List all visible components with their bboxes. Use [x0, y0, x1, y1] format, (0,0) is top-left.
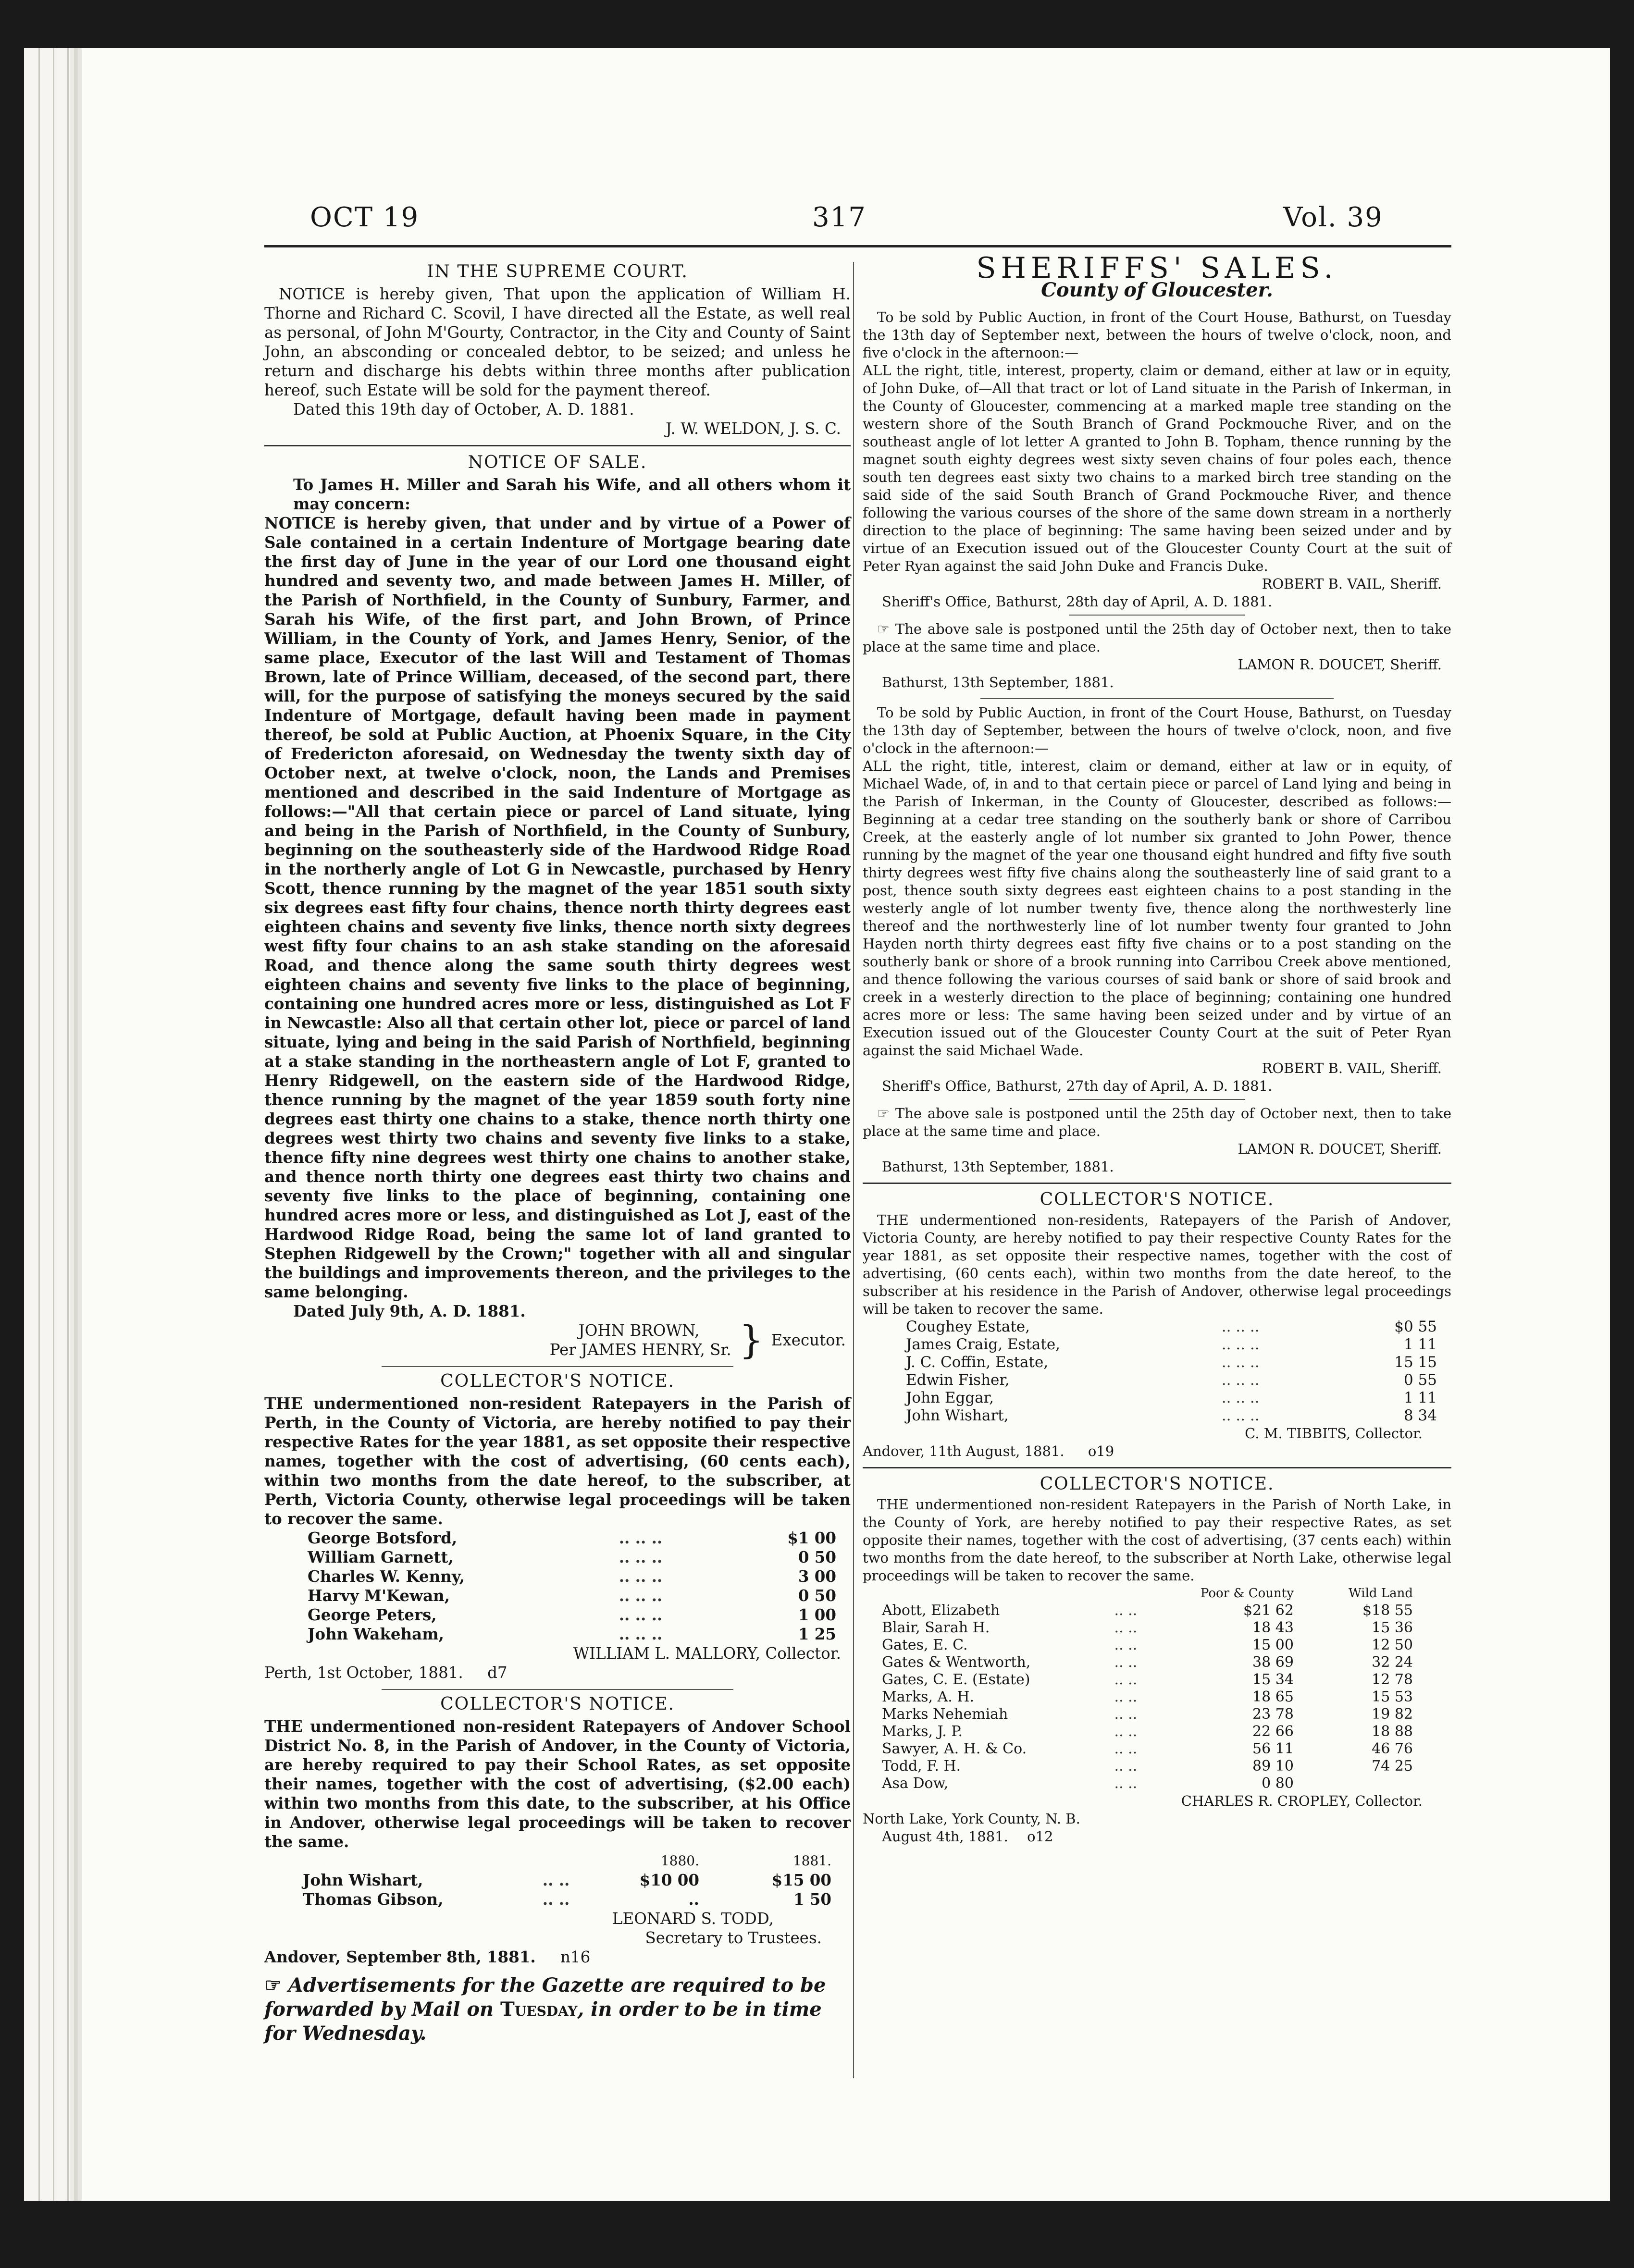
rate-amount: 1 25 [798, 1625, 836, 1643]
section-rule [863, 1183, 1451, 1184]
ratepayer-name: Edwin Fisher, [906, 1371, 1010, 1389]
executor-role: Executor. [771, 1331, 846, 1349]
leader-dots: .. .. [1114, 1706, 1138, 1723]
leader-dots: .. .. .. [619, 1605, 663, 1624]
notice-body: NOTICE is hereby given, that under and by virtue of a Power of Sale contained in a certain Indenture of Mortgage bearing date the first day of June in the year of our Lord one thousand eight hundred and seventy two, and made between James H. Miller, of the Parish of Northfield, in the County of Sunbury, Farmer, and Sarah his Wife, of the first part, and John Brown, of Prince William, in the County of York, and James Henry, Senior, of the same place, Executor of the last Will and Testament of Thomas Brown, late of Prince William, deceased, of the second part, there will, for the purpose of satisfying the moneys secured by the said Indenture of Mortgage, default having been made in payment thereof, be sold at Public Auction, at Phoenix Square, in the City of Fredericton aforesaid, on Wednesday the twenty sixth day of October next, at twelve o'clock, noon, the Lands and Premises mentioned and described in the said Indenture of Mortgage as follows:—"All that certain piece or parcel of Land situate, lying and being in the Parish of Northfield, in the County of Sunbury, beginning on the southeasterly side of the Hardwood Ridge Road in the northerly angle of Lot G in Newcastle, purchased by Henry Scott, thence running by the magnet of the year 1851 south sixty six degrees east fifty four chains, thence north thirty degrees east eighteen chains and seventy five links, thence north sixty degrees west fifty four chains to an ash stake standing on the aforesaid Road, and thence along the same south thirty degrees west eighteen chains and seventy five links to the place of beginning, containing one hundred acres more or less, distinguished as Lot F in Newcastle: Also all that certain other lot, piece or parcel of land situate, lying and being in the said Parish of Northfield, beginning at a stake standing in the northeastern angle of Lot F, granted to Henry Ridgewell, on the eastern side of the Hardwood Ridge, thence running by the magnet of the year 1859 south forty nine degrees east thirty one chains to a stake, thence north thirty one degrees west thirty two chains and seventy five links to a stake, thence fifty nine degrees west thirty one chains to another stake, and thence north thirty one degrees east thirty two chains and seventy five links to the place of beginning, containing one hundred acres more or less, and distinguished as Lot J, east of the Hardwood Ridge Road, being the same lot of land granted to Stephen Ridgewell by the Crown;" together with all and singular the buildings and improvements thereon, and the privileges to the same belonging. [264, 514, 851, 1301]
column-header: 1880. [660, 1853, 699, 1869]
notice-of-sale [264, 453, 851, 1362]
rate-amount: 15 34 [1252, 1671, 1294, 1688]
table-row [308, 1548, 836, 1567]
postponement-note: ☞ The above sale is postponed until the 25th day of October next, then to take place at the same time and place. [863, 1105, 1452, 1139]
ratepayer-name: John Wakeham, [308, 1625, 444, 1643]
pointing-hand-icon: ☞ [877, 621, 890, 637]
rate-amount: 3 00 [798, 1567, 836, 1586]
ratepayer-name: Harvy M'Kewan, [308, 1586, 450, 1605]
section-rule [1069, 615, 1246, 616]
ratepayer-table [303, 1851, 831, 1909]
right-column [863, 251, 1452, 1852]
ratepayer-table [906, 1318, 1437, 1425]
ratepayer-name: Blair, Sarah H. [882, 1619, 990, 1636]
rate-amount: 74 25 [1372, 1758, 1413, 1775]
header-rule [264, 245, 1451, 247]
column-header: 1881. [792, 1853, 831, 1869]
header-volume: Vol. 39 [1283, 202, 1383, 233]
rate-amount: .. [688, 1890, 699, 1909]
ratepayer-name: Gates, E. C. [882, 1637, 968, 1653]
brace-icon: } [739, 1318, 764, 1362]
notice-code: d7 [487, 1664, 508, 1682]
postponement-note: ☞ The above sale is postponed until the 25th day of October next, then to take place at the same time and place. [863, 621, 1452, 655]
sale-body: ALL the right, title, interest, claim or demand, either at law or in equity, of Michael Wade, of, in and to that certain piece or parcel of Land lying and being in the Parish of Inkerman, in the County of Gloucester, described as follows:—Beginning at a cedar tree standing on the southerly bank or shore of Carribou Creek, at the easterly angle of lot number six granted to John Power, thence running by the magnet of the year one thousand eight hundred and fifty five south thirty degrees west fifty five chains along the southeasterly line of said grant to a post, thence south sixty degrees east eighteen chains to a post standing in the westerly angle of lot number twenty five, thence along the northwesterly line thereof and the northwesterly line of lot number twenty four granted to John Hayden north thirty degrees east fifty five chains or to a post standing on the southerly bank or shore of a brook running into Carribou Creek above mentioned, and thence following the various courses of said bank or shore of said brook and creek in a westerly direction to the place of beginning; containing one hundred acres more or less: The same having been seized under and by virtue of an Execution issued out of the Gloucester County Court at the suit of Peter Ryan against the said Michael Wade. [863, 758, 1451, 1059]
rate-amount: 15 15 [1394, 1354, 1437, 1371]
notice-place-date: Perth, 1st October, 1881. [264, 1664, 463, 1682]
rate-amount: 32 24 [1372, 1654, 1413, 1671]
ratepayer-name: John Wishart, [303, 1871, 423, 1889]
rate-amount [1294, 1775, 1413, 1792]
leader-dots: .. .. .. [1221, 1389, 1260, 1406]
andover-school-notice [264, 1695, 851, 1967]
north-lake-collector-notice [863, 1475, 1451, 1846]
rate-amount: 46 76 [1372, 1740, 1413, 1757]
notice-signature: J. W. WELDON, J. S. C. [666, 419, 841, 438]
table-row [882, 1740, 1413, 1758]
rate-amount: 0 50 [798, 1548, 836, 1566]
notice-code: o12 [1027, 1828, 1053, 1845]
rate-amount: 15 36 [1372, 1619, 1413, 1636]
section-title: SHERIFFS' SALES. [976, 251, 1338, 285]
sheriff-signature: LAMON R. DOUCET, Sheriff. [1238, 1141, 1442, 1157]
section-rule [382, 1366, 733, 1367]
table-row [906, 1371, 1437, 1389]
table-row [308, 1605, 836, 1625]
ratepayer-name: Marks, A. H. [882, 1689, 975, 1705]
page-edge [38, 48, 40, 2201]
table-row [308, 1528, 836, 1548]
table-row [308, 1567, 836, 1586]
leader-dots: .. .. [1114, 1775, 1138, 1792]
leader-dots: .. .. [1114, 1619, 1138, 1636]
header-date: OCT 19 [310, 202, 420, 233]
table-row [308, 1625, 836, 1644]
notice-title: COLLECTOR'S NOTICE. [1040, 1190, 1275, 1209]
ratepayer-name: Marks Nehemiah [882, 1706, 1008, 1723]
ratepayer-name: Gates, C. E. (Estate) [882, 1671, 1030, 1688]
section-rule [980, 698, 1334, 699]
leader-dots: .. .. .. [619, 1567, 663, 1586]
notice-body: THE undermentioned non-residents, Ratepayers of the Parish of Andover, Victoria County, are hereby notified to pay their respective County Rates for the year 1881, as set opposite their respective names, together with the cost of advertising, (60 cents each), within two months from the date hereof, to the subscriber at his residence in the Parish of Andover, otherwise legal proceedings will be taken to recover the same. [863, 1212, 1451, 1317]
section-rule [382, 1689, 733, 1690]
postponement-date: Bathurst, 13th September, 1881. [882, 674, 1114, 690]
rate-amount: 1 00 [798, 1605, 836, 1624]
leader-dots: .. .. .. [1221, 1318, 1260, 1335]
table-row [882, 1706, 1413, 1723]
rate-amount: $15 00 [771, 1871, 831, 1889]
notice-body: NOTICE is hereby given, That upon the application of William H. Thorne and Richard C. Scovil, I have directed all the Estate, as well real as personal, of John M'Gourty, Contractor, in the City and County of Saint John, an absconding or concealed debtor, to be seized; and unless he return and discharge his debts within three months after publication hereof, such Estate will be sold for the payment thereof. [264, 285, 851, 399]
ratepayer-table [882, 1585, 1413, 1792]
ratepayer-name: Asa Dow, [882, 1775, 949, 1792]
scan-background [24, 48, 1610, 2201]
collector-signature: WILLIAM L. MALLORY, Collector. [573, 1644, 841, 1663]
rate-amount: 0 55 [1403, 1371, 1437, 1389]
rate-amount: 38 69 [1252, 1654, 1294, 1671]
sheriff-sale-notice [863, 308, 1451, 691]
rate-amount: 18 65 [1252, 1689, 1294, 1705]
notice-title: COLLECTOR'S NOTICE. [440, 1371, 675, 1391]
notice-addressee: To James H. Miller and Sarah his Wife, and all others whom it may concern: [293, 475, 851, 513]
ratepayer-name: Thomas Gibson, [303, 1890, 444, 1909]
pointing-hand-icon: ☞ [877, 1105, 890, 1122]
notice-place-date: Andover, September 8th, 1881. [264, 1948, 536, 1966]
table-row [882, 1654, 1413, 1671]
leader-dots: .. .. .. [619, 1586, 663, 1605]
page-edge [67, 48, 69, 2201]
collector-signature: C. M. TIBBITS, Collector. [1245, 1425, 1423, 1442]
sheriff-signature: ROBERT B. VAIL, Sheriff. [1262, 1060, 1442, 1076]
leader-dots: .. .. [1114, 1671, 1138, 1688]
executor-signature [264, 1318, 851, 1362]
table-row [882, 1602, 1413, 1619]
notice-body: THE undermentioned non-resident Ratepayers in the Parish of Perth, in the County of Victoria, are hereby notified to pay their respective Rates for the year 1881, as set opposite their respective names, together with the cost of advertising, (60 cents each), within two months from the date hereof, to the subscriber, at Perth, Victoria County, otherwise legal proceedings will be taken to recover the same. [264, 1394, 851, 1528]
leader-dots: .. .. [1114, 1654, 1138, 1671]
ratepayer-name: Abott, Elizabeth [882, 1602, 1000, 1619]
county-heading: County of Gloucester. [1041, 279, 1273, 301]
ratepayer-name: Todd, F. H. [882, 1758, 961, 1775]
andover-collector-notice [863, 1191, 1451, 1460]
table-row [882, 1758, 1413, 1775]
notice-date: August 4th, 1881. [882, 1828, 1008, 1845]
collector-signature: CHARLES R. CROPLEY, Collector. [1181, 1793, 1423, 1809]
left-column [264, 259, 851, 2046]
notice-place-date: Andover, 11th August, 1881. [863, 1443, 1065, 1459]
table-row [882, 1775, 1413, 1792]
executor-name: JOHN BROWN, [578, 1321, 700, 1340]
ratepayer-table [308, 1528, 836, 1644]
leader-dots: .. .. .. [619, 1548, 663, 1566]
sheriff-signature: ROBERT B. VAIL, Sheriff. [1262, 576, 1442, 592]
table-row: John Wishart, .. .. $10 00 $15 00 [303, 1871, 831, 1889]
leader-dots: .. .. .. [619, 1625, 663, 1643]
rate-amount: 0 80 [1262, 1775, 1294, 1792]
rate-amount: 19 82 [1372, 1706, 1413, 1723]
table-row [882, 1637, 1413, 1654]
rate-amount: 1 11 [1403, 1389, 1437, 1406]
notice-title: COLLECTOR'S NOTICE. [1040, 1474, 1275, 1494]
ratepayer-name: Gates & Wentworth, [882, 1654, 1031, 1671]
rate-amount: 15 53 [1372, 1689, 1413, 1705]
rate-amount: $0 55 [1394, 1318, 1437, 1335]
notice-body: THE undermentioned non-resident Ratepayers in the Parish of North Lake, in the County of York, are hereby notified to pay their respective Rates, as set opposite their names, together with the cost of advertising, (37 cents each) within two months from the date hereof, to the subscriber at North Lake, otherwise legal proceedings will be taken to recover the same. [863, 1496, 1451, 1584]
notice-body: THE undermentioned non-resident Ratepayers of Andover School District No. 8, in the Parish of Andover, in the County of Victoria, are hereby required to pay their School Rates, as set opposite their names, together with the cost of advertising, ($2.00 each) within two months from this date, to the subscriber, at his Office in Andover, otherwise legal proceedings will be taken to recover the same. [264, 1717, 851, 1851]
leader-dots: .. .. .. [1221, 1371, 1260, 1389]
rate-amount: 15 00 [1252, 1637, 1294, 1653]
rate-amount: $18 55 [1362, 1602, 1413, 1619]
leader-dots: .. .. [1114, 1740, 1138, 1757]
leader-dots: .. .. [1114, 1689, 1138, 1705]
rate-amount: 56 11 [1252, 1740, 1294, 1757]
ratepayer-name: Coughey Estate, [906, 1318, 1030, 1335]
table-row [882, 1619, 1413, 1637]
leader-dots: .. .. .. [1221, 1354, 1260, 1371]
table-row: Thomas Gibson, .. .. .. 1 50 [303, 1890, 831, 1909]
notice-dated: Dated this 19th day of October, A. D. 1881. [293, 400, 634, 419]
leader-dots: .. .. .. [1221, 1336, 1260, 1353]
table-row [906, 1389, 1437, 1407]
ratepayer-name: William Garnett, [308, 1548, 454, 1566]
notice-place: North Lake, York County, N. B. [863, 1811, 1080, 1827]
leader-dots: .. .. [1114, 1602, 1138, 1619]
sale-body: ALL the right, title, interest, property, claim or demand, either at law or in equity, of John Duke, of—All that tract or lot of Land situate in the Parish of Inkerman, in the County of Gloucester, commencing at a marked maple tree standing on the western shore of the South Branch of Grand Pockmouche River, and on the southeast angle of lot letter A granted to John B. Topham, thence running by the magnet south eighty degrees west sixty seven chains of four poles each, thence south ten degrees east sixty two chains to a marked birch tree standing on the said side of the said South Branch of Grand Pockmouche River, and thence following the various courses of the shore of the same down stream in a northerly direction to the place of beginning: The same having been seized under and by virtue of an Execution issued out of the Gloucester County Court at the suit of Peter Ryan against the said John Duke and Francis Duke. [863, 362, 1451, 574]
note-text: , in order to be in time for Wednesday. [264, 1998, 822, 2045]
ratepayer-name: J. C. Coffin, Estate, [906, 1354, 1049, 1371]
ratepayer-name: James Craig, Estate, [906, 1336, 1061, 1353]
supreme-court-notice [264, 262, 851, 438]
sale-intro: To be sold by Public Auction, in front of the Court House, Bathurst, on Tuesday the 13th day of September next, between the hours of twelve o'clock, noon, and five o'clock in the afternoon:— [863, 309, 1451, 361]
ratepayer-name: Marks, J. P. [882, 1723, 963, 1740]
leader-dots: .. .. .. [619, 1528, 663, 1547]
section-rule [264, 445, 851, 446]
rate-amount: $1 00 [787, 1528, 836, 1547]
ratepayer-name: John Eggar, [906, 1389, 994, 1406]
table-row [882, 1723, 1413, 1740]
leader-dots: .. .. [1114, 1758, 1138, 1775]
section-rule [863, 1467, 1451, 1468]
pointing-hand-icon: ☞ [264, 1974, 282, 1997]
secretary-role: Secretary to Trustees. [645, 1929, 822, 1947]
rate-amount: $21 62 [1243, 1602, 1294, 1619]
notice-code: n16 [560, 1948, 591, 1966]
ratepayer-name: George Peters, [308, 1605, 437, 1624]
rate-amount: 1 50 [793, 1890, 831, 1909]
notice-dated: Dated July 9th, A. D. 1881. [293, 1302, 526, 1320]
sheriff-office-date: Sheriff's Office, Bathurst, 27th day of April, A. D. 1881. [882, 1078, 1273, 1094]
column-header: Wild Land [1349, 1586, 1413, 1601]
postponement-date: Bathurst, 13th September, 1881. [882, 1159, 1114, 1175]
sheriff-signature: LAMON R. DOUCET, Sheriff. [1238, 656, 1442, 673]
sheriff-office-date: Sheriff's Office, Bathurst, 28th day of April, A. D. 1881. [882, 593, 1273, 610]
rate-amount: 12 50 [1372, 1637, 1413, 1653]
table-row [882, 1689, 1413, 1706]
table-row [906, 1318, 1437, 1336]
rate-amount: 12 78 [1372, 1671, 1413, 1688]
gazette-advertisement-note [264, 1973, 851, 2046]
sale-intro: To be sold by Public Auction, in front of the Court House, Bathurst, on Tuesday the 13th day of September, between the hours of twelve o'clock, noon, and five o'clock in the afternoon:— [863, 704, 1451, 756]
ratepayer-name: George Botsford, [308, 1528, 458, 1547]
notice-title: NOTICE OF SALE. [468, 453, 647, 472]
ratepayer-name: Charles W. Kenny, [308, 1567, 465, 1586]
rate-amount: 22 66 [1252, 1723, 1294, 1740]
notice-code: o19 [1088, 1443, 1114, 1459]
notice-title: COLLECTOR'S NOTICE. [440, 1694, 675, 1714]
table-row [906, 1407, 1437, 1425]
ratepayer-name: Sawyer, A. H. & Co. [882, 1740, 1027, 1757]
sheriff-sale-notice [863, 704, 1451, 1176]
rate-amount: 8 34 [1403, 1407, 1437, 1424]
column-divider [853, 262, 854, 2078]
executor-name: Per JAMES HENRY, Sr. [549, 1341, 731, 1359]
leader-dots: .. .. [1114, 1723, 1138, 1740]
ratepayer-name: John Wishart, [906, 1407, 1009, 1424]
rate-amount: 18 43 [1252, 1619, 1294, 1636]
note-day: Tuesday [500, 1998, 578, 2021]
rate-amount: $10 00 [639, 1871, 699, 1889]
table-row [308, 1586, 836, 1605]
page-edge [53, 48, 54, 2201]
table-row [906, 1336, 1437, 1354]
notice-title: IN THE SUPREME COURT. [427, 262, 688, 282]
rate-amount: 18 88 [1372, 1723, 1413, 1740]
leader-dots: .. .. [1114, 1637, 1138, 1653]
column-header: Poor & County [1200, 1586, 1294, 1601]
table-row [882, 1671, 1413, 1689]
rate-amount: 1 11 [1403, 1336, 1437, 1353]
table-row [906, 1354, 1437, 1371]
header-page-number: 317 [812, 202, 867, 233]
rate-amount: 0 50 [798, 1586, 836, 1605]
section-rule [1069, 1099, 1246, 1100]
perth-collector-notice [264, 1372, 851, 1682]
note-text: Advertisements for the Gazette are required to be forwarded by Mail on [264, 1974, 826, 2021]
secretary-name: LEONARD S. TODD, [612, 1910, 774, 1928]
leader-dots: .. .. .. [1221, 1407, 1260, 1424]
rate-amount: 89 10 [1252, 1758, 1294, 1775]
rate-amount: 23 78 [1252, 1706, 1294, 1723]
